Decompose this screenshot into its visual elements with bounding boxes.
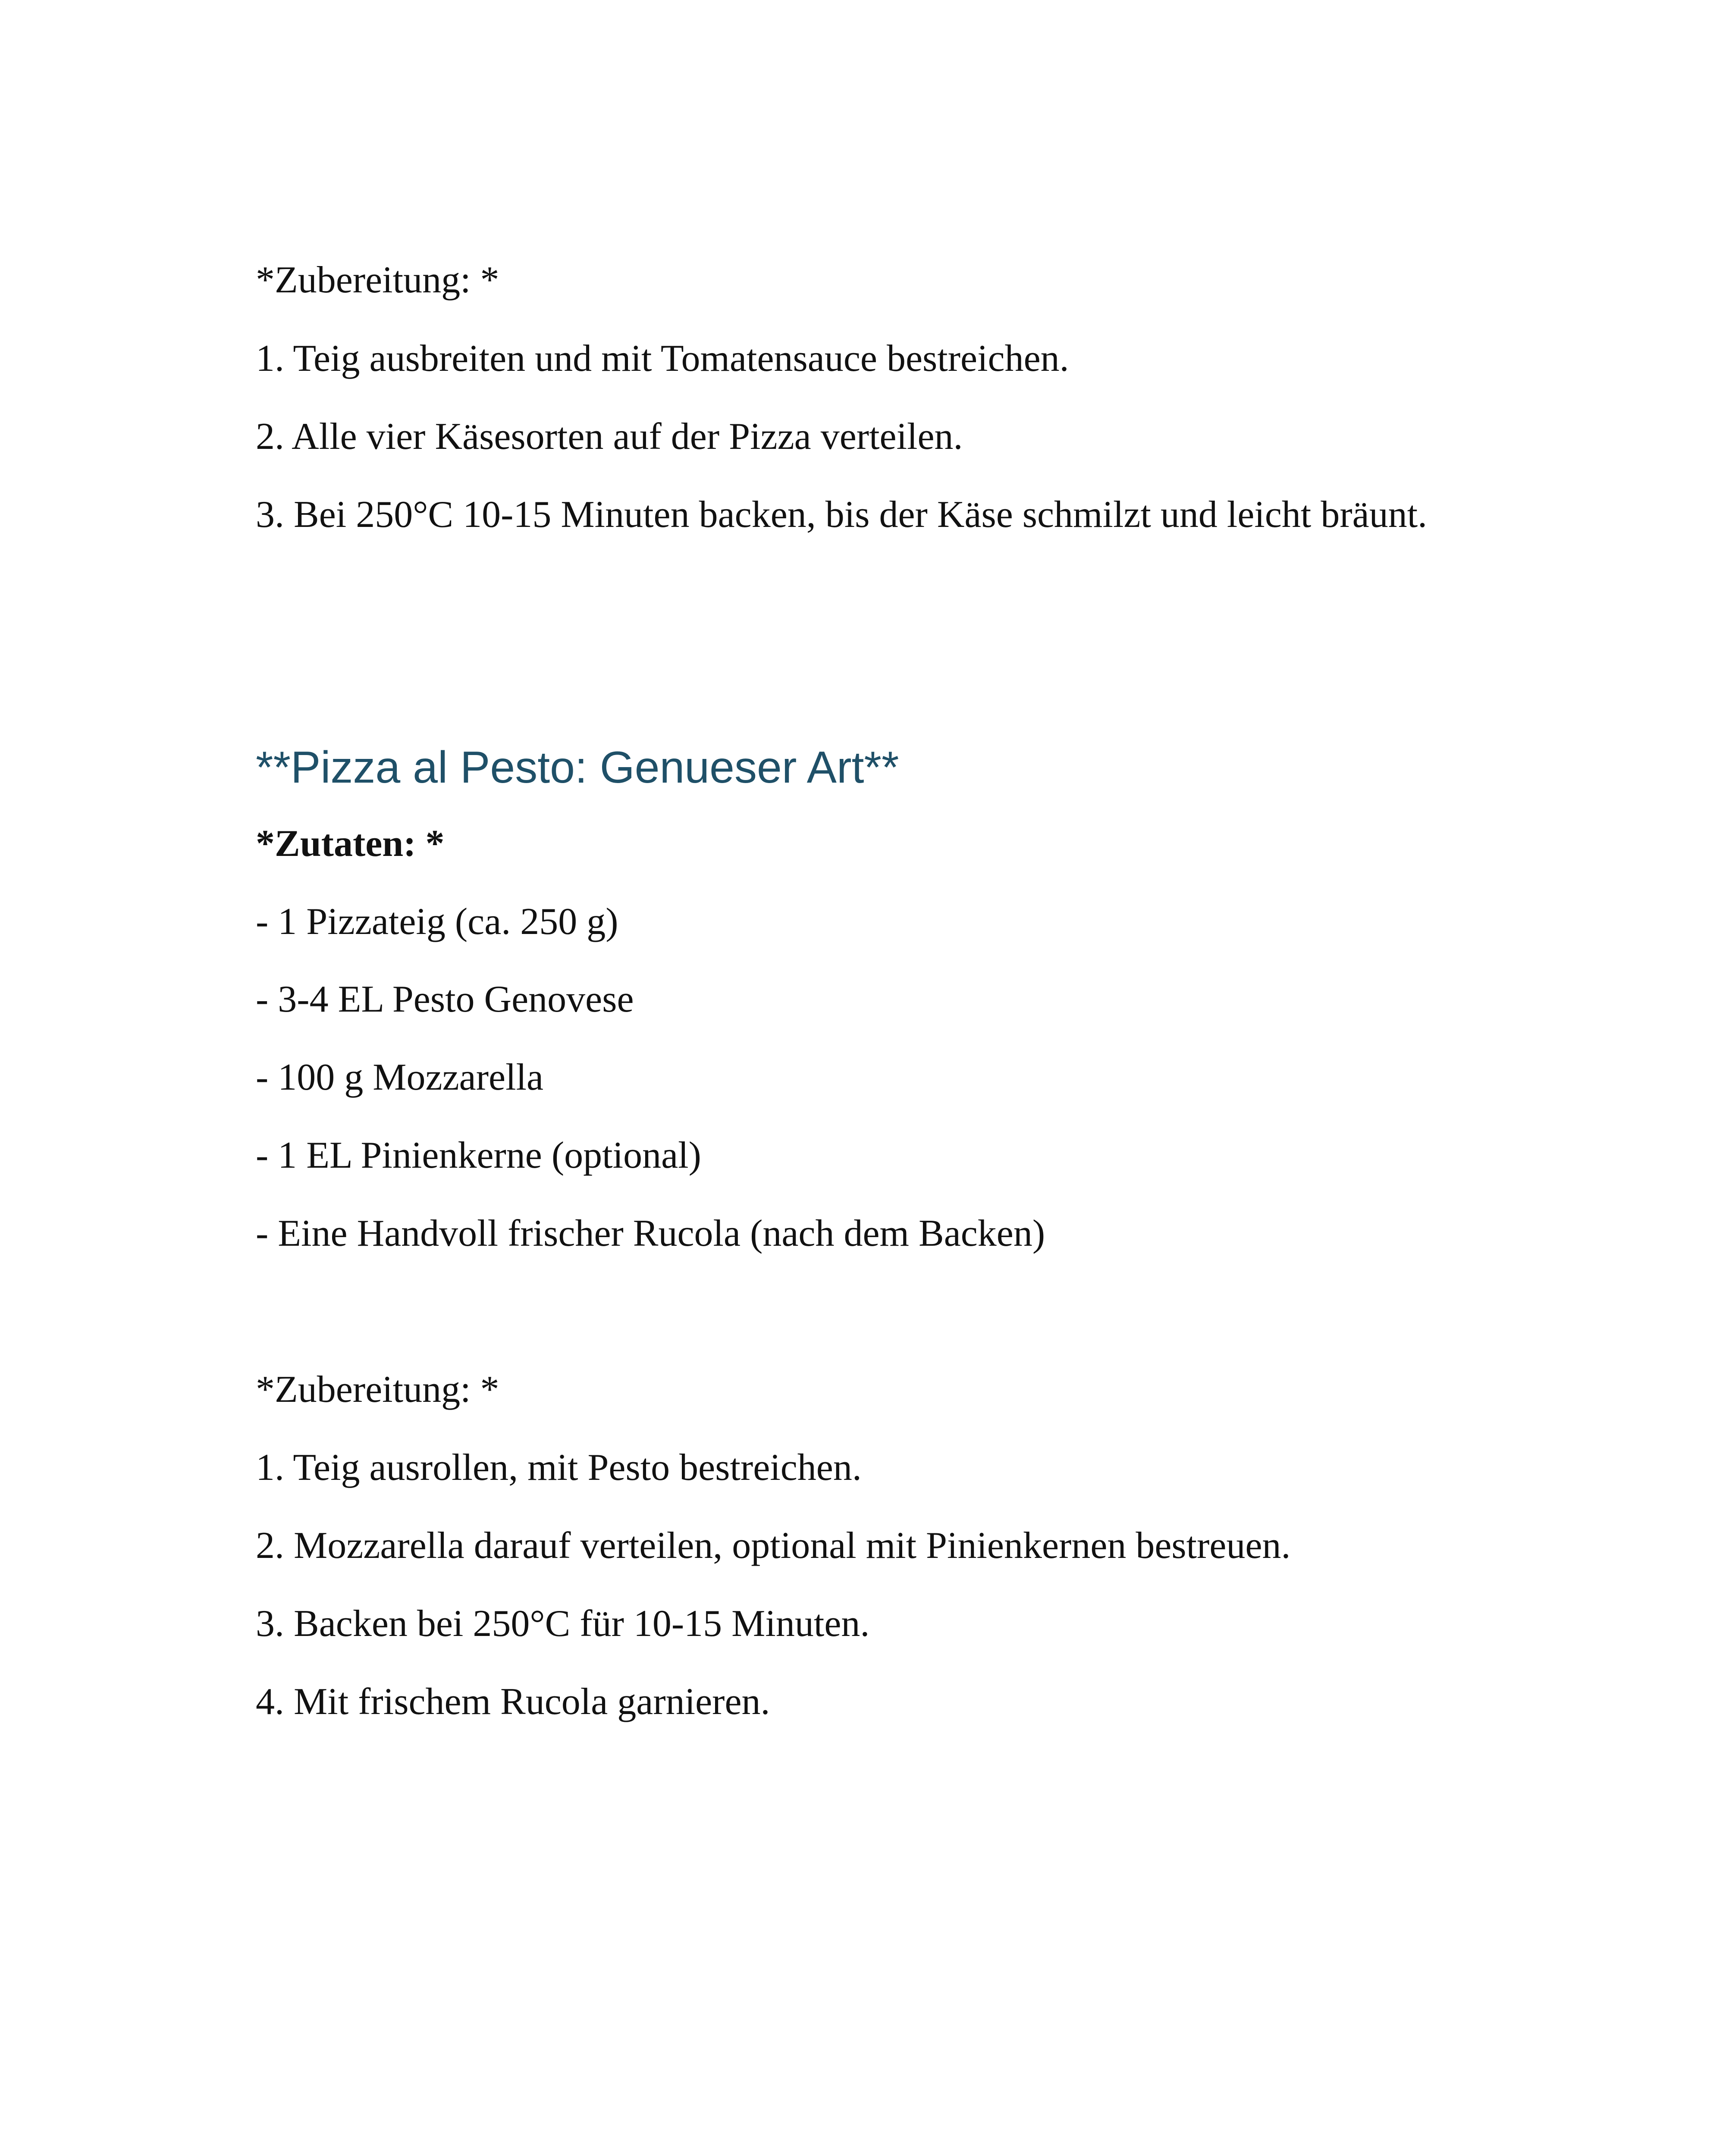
- ingredient-item: - 100 g Mozzarella: [256, 1056, 544, 1098]
- preparation-heading: *Zubereitung: *: [256, 1369, 499, 1410]
- ingredient-item: - 1 Pizzateig (ca. 250 g): [256, 901, 618, 943]
- preparation-step: 2. Mozzarella darauf verteilen, optional mit Pinienkernen bestreuen.: [256, 1525, 1291, 1567]
- previous-step-3: 3. Bei 250°C 10-15 Minuten backen, bis der Käse schmilzt und leicht bräunt.: [256, 494, 1428, 536]
- previous-preparation-heading: *Zubereitung: *: [256, 259, 499, 301]
- preparation-step: 3. Backen bei 250°C für 10-15 Minuten.: [256, 1603, 870, 1645]
- ingredients-heading: *Zutaten: *: [256, 823, 445, 865]
- recipe-title: **Pizza al Pesto: Genueser Art**: [256, 743, 899, 793]
- previous-step-1: 1. Teig ausbreiten und mit Tomatensauce bestreichen.: [256, 338, 1069, 379]
- previous-step-2: 2. Alle vier Käsesorten auf der Pizza verteilen.: [256, 416, 963, 458]
- preparation-step: 4. Mit frischem Rucola garnieren.: [256, 1681, 770, 1723]
- ingredient-item: - 1 EL Pinienkerne (optional): [256, 1134, 701, 1176]
- preparation-step: 1. Teig ausrollen, mit Pesto bestreichen.: [256, 1447, 862, 1489]
- ingredient-item: - Eine Handvoll frischer Rucola (nach dem Backen): [256, 1213, 1045, 1254]
- ingredient-item: - 3-4 EL Pesto Genovese: [256, 978, 634, 1020]
